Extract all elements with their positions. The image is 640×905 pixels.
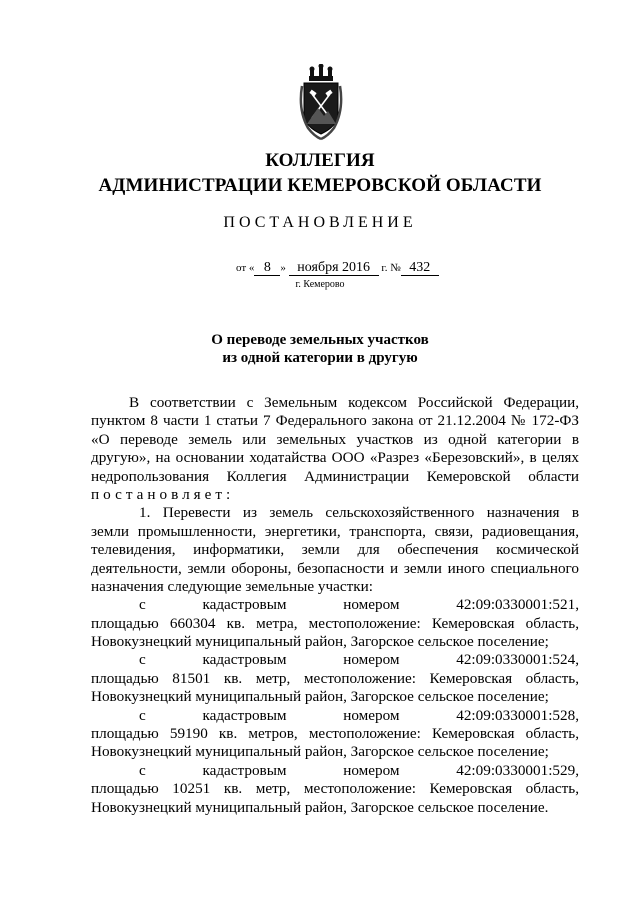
document-place: г. Кемерово	[295, 279, 345, 290]
date-number-line	[236, 261, 439, 276]
body-line: 1. Перевести из земель сельскохозяйственного назначения в	[139, 504, 579, 522]
body-line: телевидения, информатики, земли для обеспечения космической	[91, 541, 579, 559]
parcel-line: с кадастровым номером 42:09:0330001:524,	[139, 651, 579, 669]
parcel-line: с кадастровым номером 42:09:0330001:528,	[139, 706, 579, 724]
body-line: земли промышленности, энергетики, транспорта, связи, радиовещания,	[91, 522, 579, 540]
parcel-line: с кадастровым номером 42:09:0330001:521,	[139, 596, 579, 614]
date-year-suffix: г.	[381, 262, 388, 274]
date-month-year: ноября 2016	[289, 261, 379, 276]
body-line: пунктом 8 части 1 статьи 7 Федерального закона от 21.12.2004 № 172-ФЗ	[91, 412, 579, 430]
parcel-line: Новокузнецкий муниципальный район, Загорское сельское поселение;	[91, 633, 549, 651]
subject-line2: из одной категории в другую	[222, 350, 418, 366]
number-label: №	[390, 262, 401, 274]
body-line: недропользования Коллегия Администрации Кемеровской области	[91, 467, 579, 485]
document-type: ПОСТАНОВЛЕНИЕ	[223, 214, 417, 231]
date-mid: »	[280, 262, 286, 274]
parcel-line: площадью 10251 кв. метр, местоположение: Кемеровская область,	[91, 780, 579, 798]
document-body	[91, 394, 579, 817]
parcel-line: Новокузнецкий муниципальный район, Загорское сельское поселение;	[91, 688, 549, 706]
body-line: В соответствии с Земельным кодексом Российской Федерации,	[129, 394, 579, 411]
body-line: другую», на основании ходатайства ООО «Разрез «Березовский», в целях	[91, 449, 579, 467]
org-title-line2: АДМИНИСТРАЦИИ КЕМЕРОВСКОЙ ОБЛАСТИ	[98, 175, 542, 196]
parcel-line: площадью 59190 кв. метров, местоположение: Кемеровская область,	[91, 725, 579, 743]
subject-line1: О переводе земельных участков	[211, 332, 429, 348]
org-title-line1: КОЛЛЕГИЯ	[265, 150, 375, 171]
date-day: 8	[254, 261, 280, 276]
parcel-line: Новокузнецкий муниципальный район, Загорское сельское поселение.	[91, 798, 549, 816]
document-number: 432	[401, 261, 439, 276]
body-line: «О переводе земель или земельных участков из одной категории в	[91, 430, 579, 448]
body-line: деятельности, земли обороны, безопасности и земли иного специального	[91, 559, 579, 577]
body-line-resolves: постановляет:	[91, 485, 235, 503]
kemerovo-coat-of-arms-icon	[298, 64, 344, 142]
body-line: назначения следующие земельные участки:	[91, 577, 373, 595]
parcel-line: площадью 81501 кв. метр, местоположение: Кемеровская область,	[91, 669, 579, 687]
parcel-line: Новокузнецкий муниципальный район, Загорское сельское поселение;	[91, 743, 549, 761]
parcel-line: площадью 660304 кв. метра, местоположение: Кемеровская область,	[91, 614, 579, 632]
date-prefix: от «	[236, 262, 255, 274]
parcel-line: с кадастровым номером 42:09:0330001:529,	[139, 761, 579, 779]
